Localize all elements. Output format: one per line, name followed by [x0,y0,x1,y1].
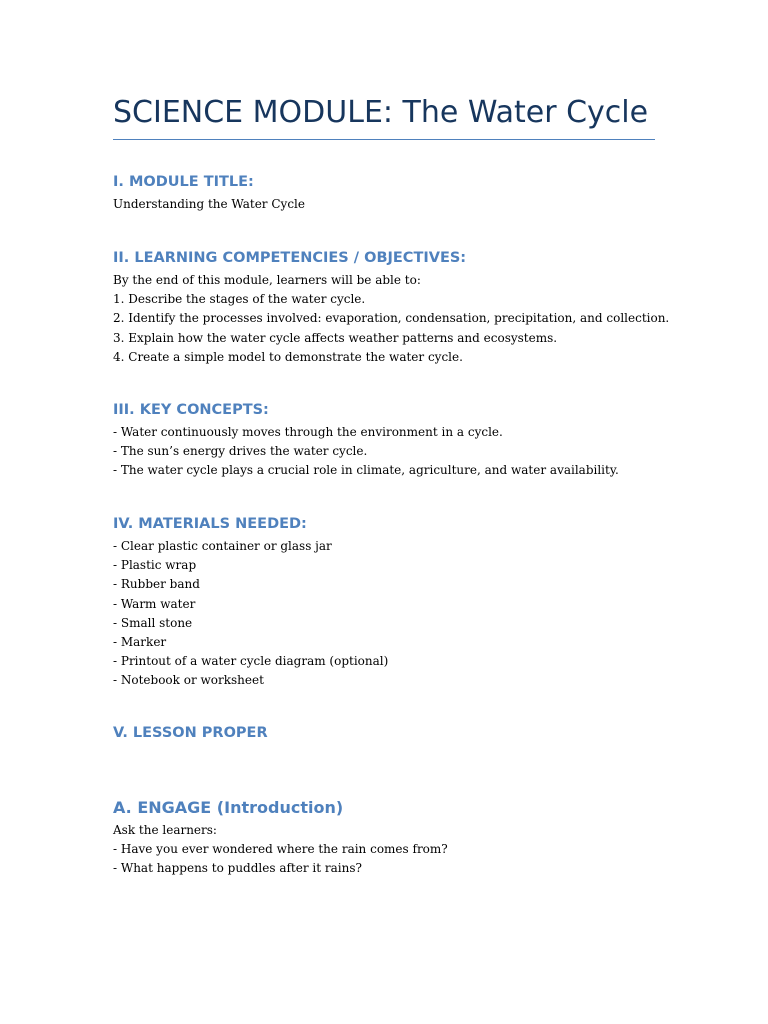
section-module-title [113,172,673,214]
document-title: SCIENCE MODULE: The Water Cycle [113,95,649,130]
material-item: - Small stone [113,615,193,630]
objective-item: 2. Identify the processes involved: evaporation, condensation, precipitation, and collection. [113,311,670,326]
material-item: - Notebook or worksheet [113,673,264,688]
objective-item: 3. Explain how the water cycle affects weather patterns and ecosystems. [113,330,558,345]
section-objectives [113,248,673,367]
material-item: - Marker [113,635,167,650]
section-body [113,195,673,214]
material-item: - Warm water [113,596,196,611]
subsection-heading: A. ENGAGE (Introduction) [113,798,344,817]
material-item: - Rubber band [113,577,200,592]
section-engage [113,798,673,879]
objective-item: 1. Describe the stages of the water cycle. [113,292,366,307]
body-line: Ask the learners: [113,823,217,837]
section-key-concepts [113,400,673,481]
section-heading: II. LEARNING COMPETENCIES / OBJECTIVES: [113,250,467,266]
section-heading: I. MODULE TITLE: [113,174,254,190]
question-item: - Have you ever wondered where the rain comes from? [113,842,448,857]
objective-item: 4. Create a simple model to demonstrate the water cycle. [113,349,463,364]
question-item: - What happens to puddles after it rains? [113,861,362,876]
concept-item: - The water cycle plays a crucial role in climate, agriculture, and water availability. [113,463,619,478]
concept-item: - Water continuously moves through the environment in a cycle. [113,425,503,439]
section-body [113,821,673,879]
material-item: - Plastic wrap [113,558,197,573]
section-body [113,537,673,691]
section-body [113,423,673,481]
body-line: By the end of this module, learners will be able to: [113,273,421,287]
section-heading: IV. MATERIALS NEEDED: [113,516,307,532]
section-body [113,271,673,367]
body-line: Understanding the Water Cycle [113,197,305,211]
title-underline-rule [113,139,655,140]
section-heading: III. KEY CONCEPTS: [113,402,269,418]
material-item: - Printout of a water cycle diagram (optional) [113,654,389,669]
section-heading: V. LESSON PROPER [113,725,268,741]
material-item: - Clear plastic container or glass jar [113,539,332,553]
section-materials [113,514,673,691]
section-lesson-proper [113,723,673,743]
concept-item: - The sun’s energy drives the water cycle. [113,444,368,459]
